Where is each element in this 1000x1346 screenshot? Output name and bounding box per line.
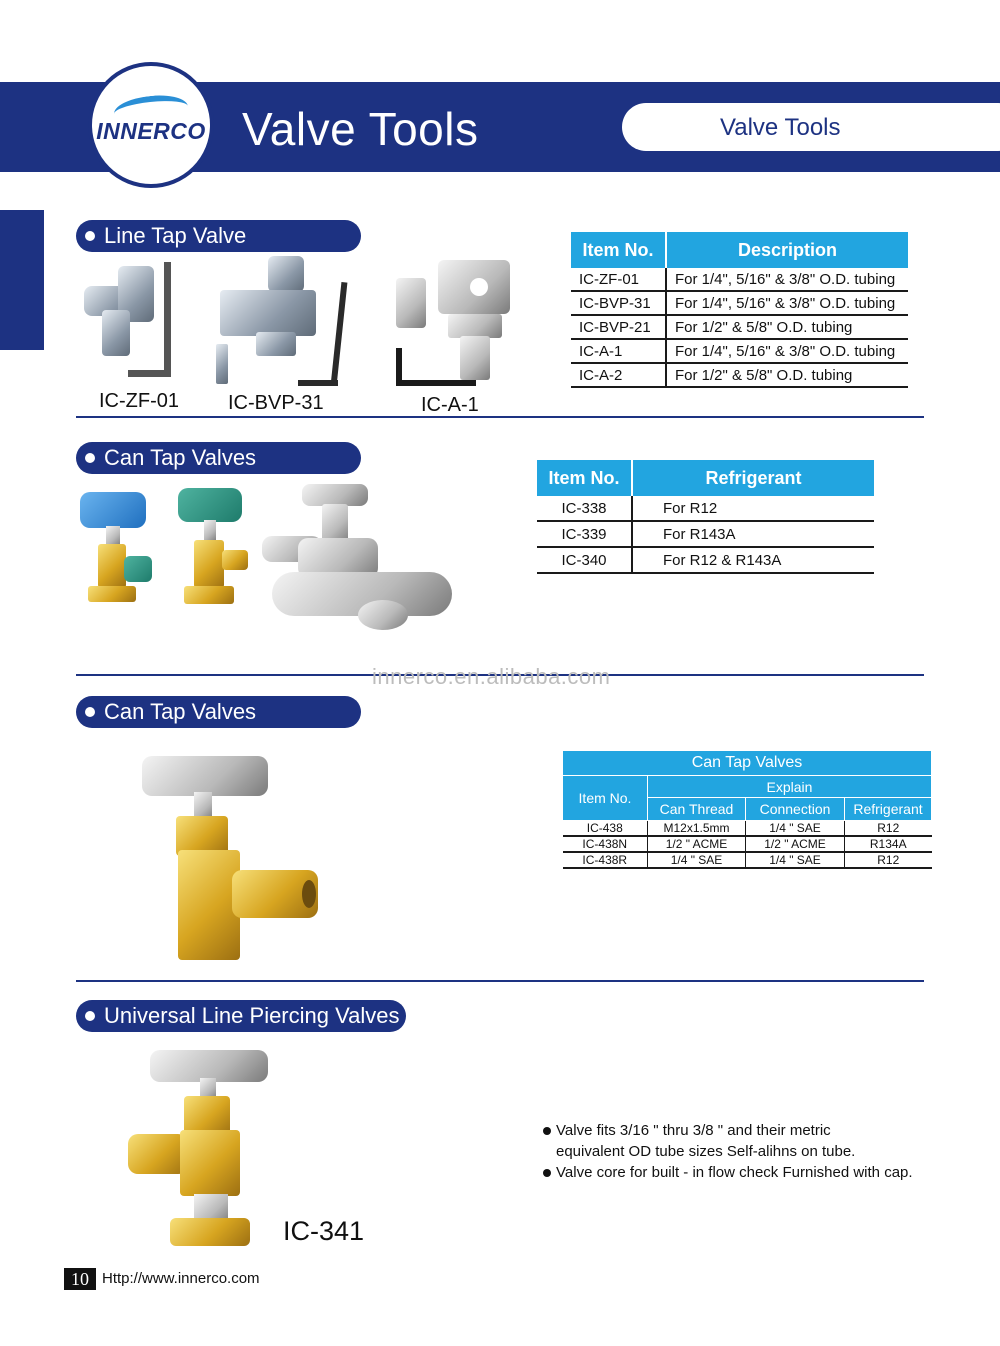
logo-text: INNERCO (96, 118, 206, 144)
table-header: Item No. (537, 460, 632, 496)
table-cell: 1/2 " ACME (746, 836, 845, 852)
table-cell: IC-338 (537, 496, 632, 521)
header-pill (622, 103, 1000, 151)
table-row (571, 315, 908, 339)
table-row (571, 363, 908, 387)
table-cell: IC-BVP-31 (571, 291, 666, 315)
section-can-tap-valves (76, 442, 361, 474)
table-cell: IC-438R (563, 852, 648, 868)
product-image-ic-339 (172, 486, 256, 614)
product-image-ic-338 (78, 488, 158, 610)
table-cell: For 1/4", 5/16" & 3/8" O.D. tubing (666, 268, 908, 291)
table-row (563, 836, 932, 852)
bullet-dot-icon (85, 1011, 95, 1021)
bullet-dot-icon (85, 231, 95, 241)
product-image-ic-zf-01 (84, 262, 184, 382)
table-cell: For 1/4", 5/16" & 3/8" O.D. tubing (666, 339, 908, 363)
table-row (537, 496, 874, 521)
table-cell: 1/4 " SAE (648, 852, 746, 868)
product-image-ic-340 (258, 480, 458, 632)
section-divider (76, 980, 924, 982)
product-image-ic-341 (124, 1048, 274, 1250)
table-row (571, 339, 908, 363)
section-line-tap-valve (76, 220, 361, 252)
page-title: Valve Tools (242, 103, 479, 155)
can-tap-valves-spec-table (562, 750, 932, 869)
table-cell: IC-438N (563, 836, 648, 852)
header-pill-label: Valve Tools (720, 114, 841, 141)
table-cell: IC-A-2 (571, 363, 666, 387)
table-cell: IC-438 (563, 821, 648, 837)
caption-ic-zf-01: IC-ZF-01 (99, 390, 179, 412)
table-cell: R134A (845, 836, 932, 852)
table-row (537, 547, 874, 573)
table-cell: For 1/2" & 5/8" O.D. tubing (666, 315, 908, 339)
table-header: Description (666, 232, 908, 268)
bullet-item: Valve fits 3/16 " thru 3/8 " and their metric (540, 1120, 913, 1141)
bullet-dot-icon (85, 707, 95, 717)
feature-bullets (540, 1120, 913, 1183)
table-header: Item No. (571, 232, 666, 268)
section-universal-line-piercing-valves (76, 1000, 406, 1032)
section-label: Line Tap Valve (104, 223, 247, 248)
table-cell: For R143A (632, 521, 874, 547)
section-label: Can Tap Valves (104, 699, 257, 724)
table-row (563, 852, 932, 868)
page-number: 10 (64, 1268, 96, 1290)
table-header: Refrigerant (632, 460, 874, 496)
table-cell: For R12 (632, 496, 874, 521)
table-cell: For R12 & R143A (632, 547, 874, 573)
bullet-item: Valve core for built - in flow check Furnished with cap. (540, 1162, 913, 1183)
table-cell: IC-BVP-21 (571, 315, 666, 339)
can-tap-valves-table (537, 460, 874, 574)
footer-url-link[interactable]: Http://www.innerco.com (102, 1270, 260, 1287)
table-row (563, 821, 932, 837)
bullet-item-continued: equivalent OD tube sizes Self-alihns on tube. (556, 1143, 856, 1160)
table-cell: IC-340 (537, 547, 632, 573)
section-can-tap-valves-2 (76, 696, 361, 728)
section-label: Universal Line Piercing Valves (104, 1003, 400, 1028)
section-label: Can Tap Valves (104, 445, 257, 470)
table-cell: IC-339 (537, 521, 632, 547)
watermark: innerco.en.alibaba.com (372, 664, 611, 689)
table-header: Item No. (563, 776, 648, 821)
product-image-ic-438 (140, 752, 322, 964)
table-header: Connection (746, 798, 845, 821)
bullet-dot-icon (85, 453, 95, 463)
section-divider (76, 416, 924, 418)
table-cell: 1/4 " SAE (746, 821, 845, 837)
table-row (571, 291, 908, 315)
caption-ic-bvp-31: IC-BVP-31 (228, 392, 324, 414)
caption-ic-a-1: IC-A-1 (421, 394, 479, 416)
table-cell: For 1/4", 5/16" & 3/8" O.D. tubing (666, 291, 908, 315)
table-header: Explain (648, 776, 932, 798)
caption-ic-341: IC-341 (283, 1216, 365, 1246)
table-cell: R12 (845, 852, 932, 868)
table-cell: 1/2 " ACME (648, 836, 746, 852)
product-image-ic-a-1 (392, 258, 522, 392)
table-cell: IC-A-1 (571, 339, 666, 363)
table-cell: 1/4 " SAE (746, 852, 845, 868)
table-row (537, 521, 874, 547)
table-header: Refrigerant (845, 798, 932, 821)
product-image-ic-bvp-31 (212, 256, 347, 388)
table-cell: IC-ZF-01 (571, 268, 666, 291)
innerco-logo (88, 62, 214, 188)
line-tap-valve-table (571, 232, 908, 388)
table-cell: M12x1.5mm (648, 821, 746, 837)
table-cell: R12 (845, 821, 932, 837)
side-accent-bar (0, 210, 44, 350)
table-cell: For 1/2" & 5/8" O.D. tubing (666, 363, 908, 387)
table-title: Can Tap Valves (563, 751, 932, 776)
table-header: Can Thread (648, 798, 746, 821)
table-row (571, 268, 908, 291)
